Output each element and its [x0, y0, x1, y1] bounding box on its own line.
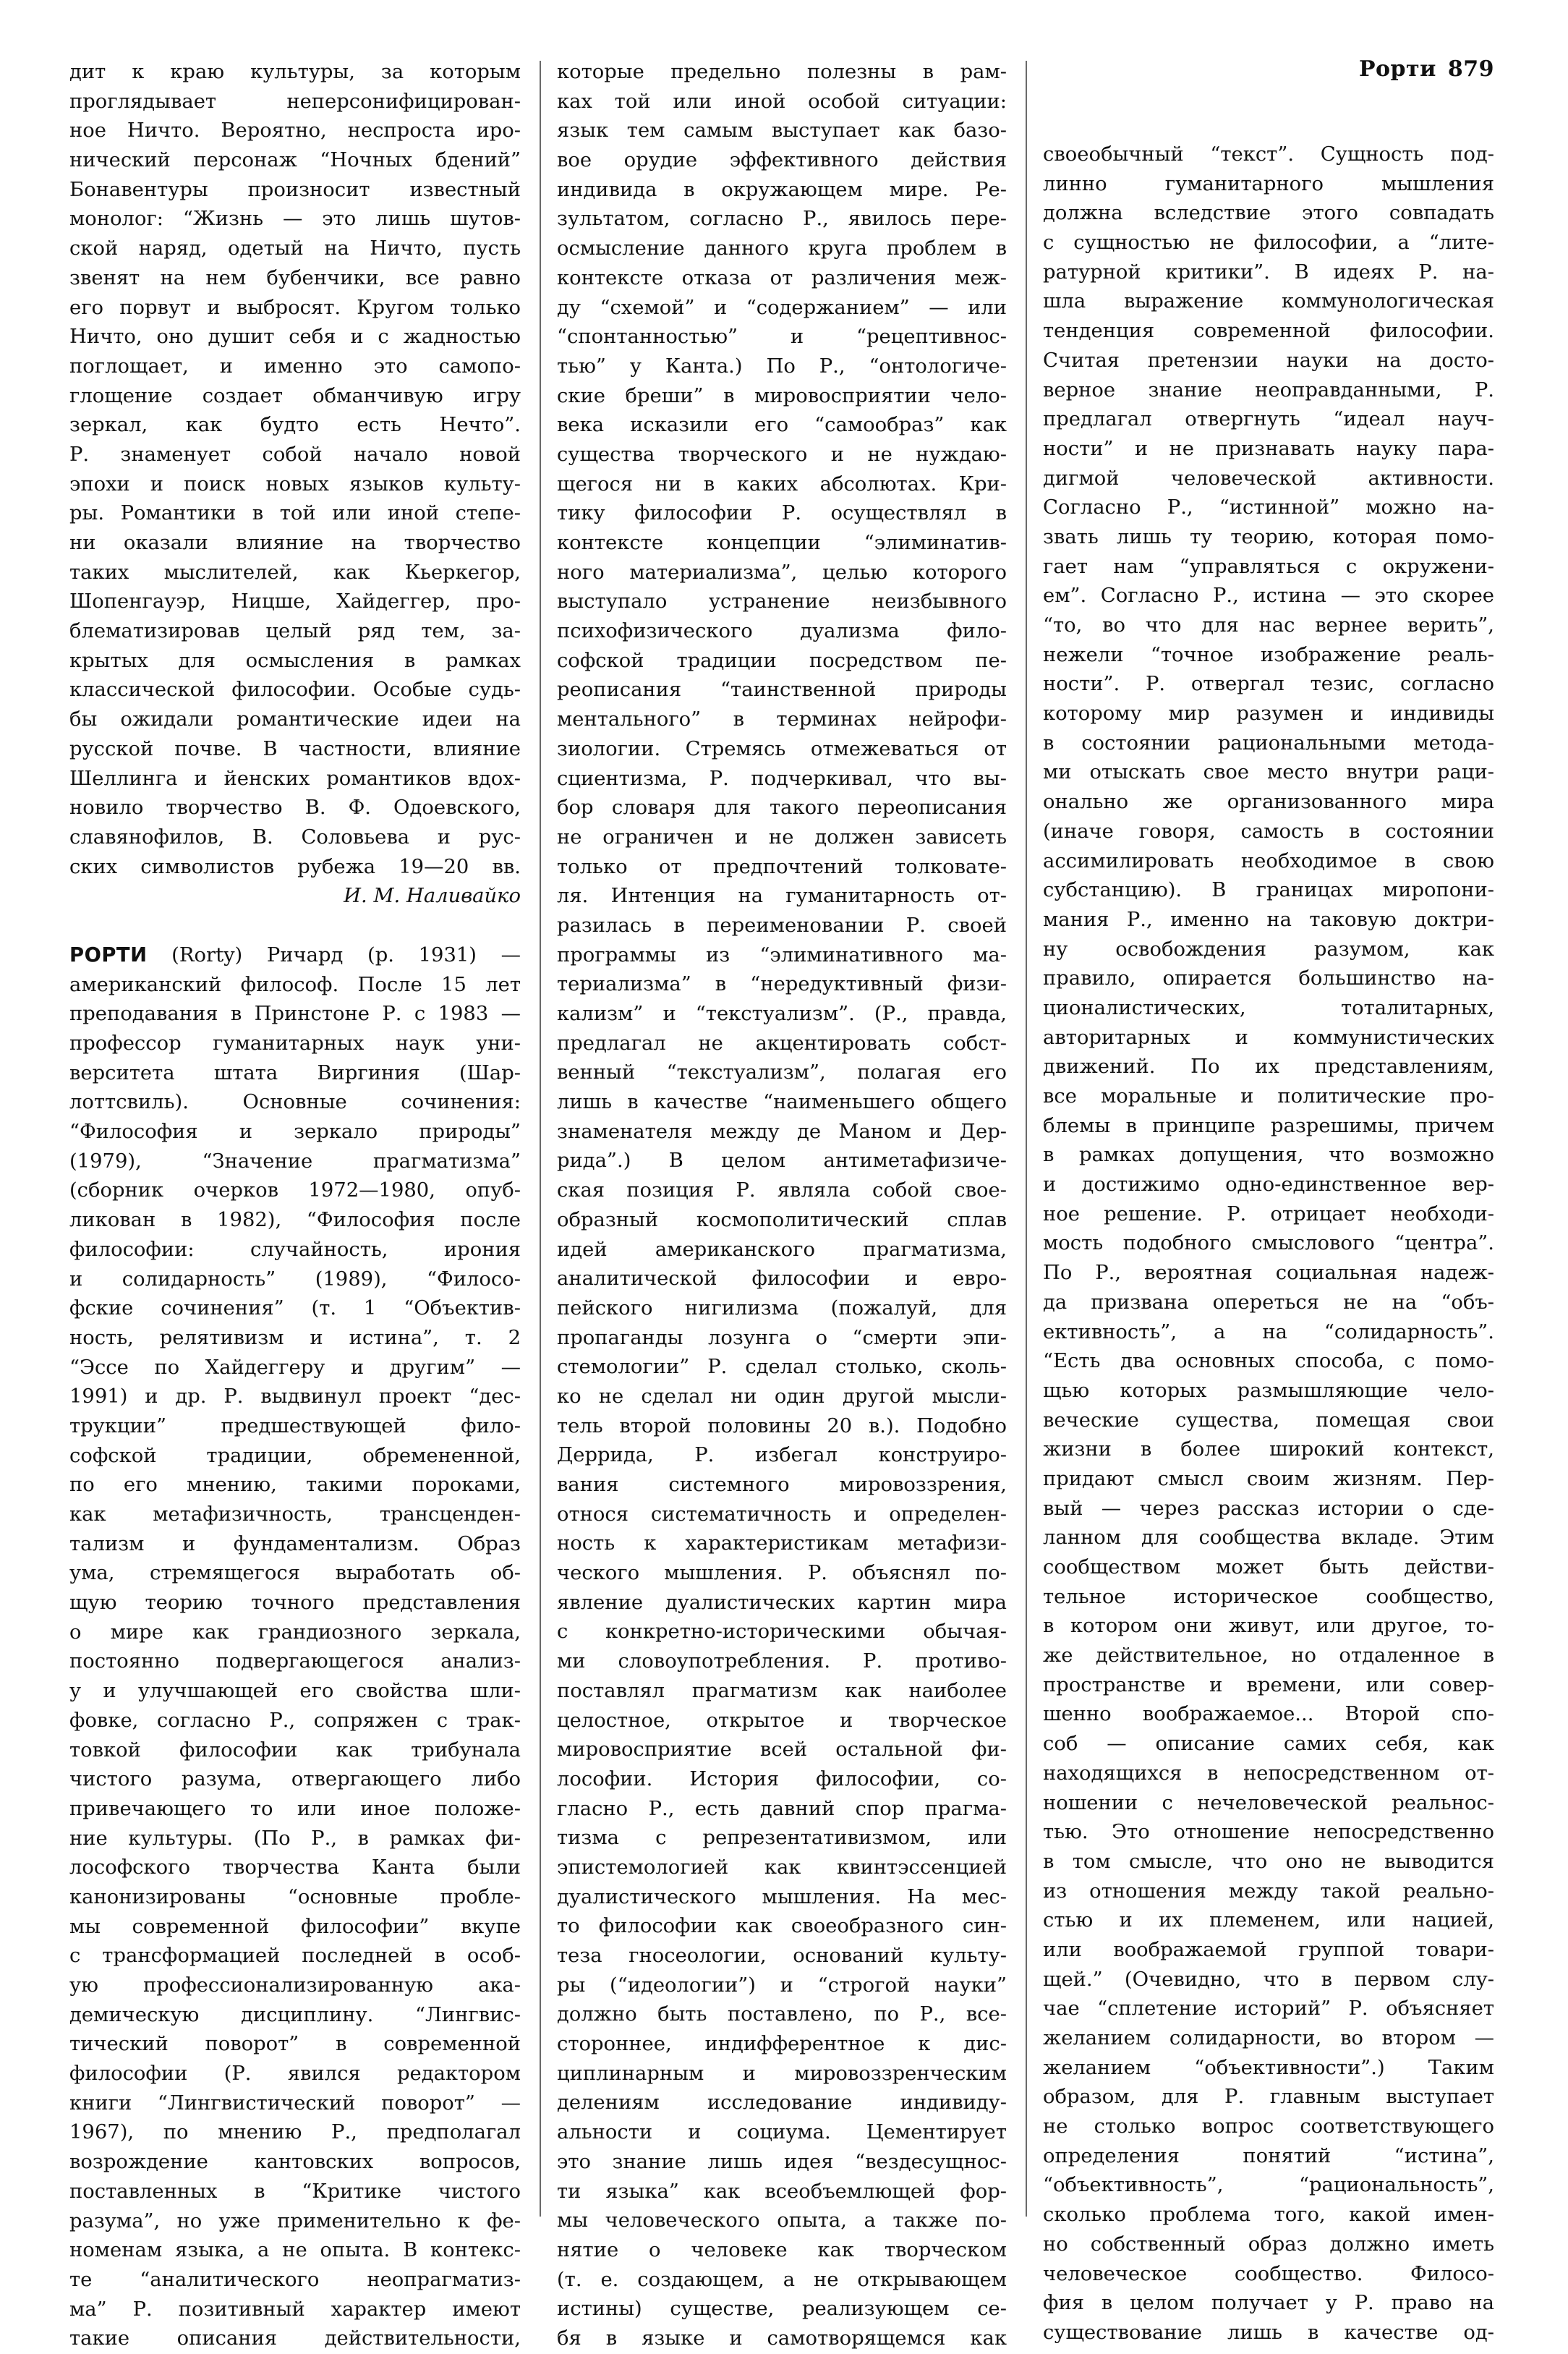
text-line: чистого разума, отвергающего либо — [69, 1768, 521, 1791]
text-line: соб — описание самих себя, как — [1043, 1733, 1494, 1756]
text-line: (сборник очерков 1972—1980, опуб- — [69, 1179, 521, 1202]
text-line: шла выражение коммунологическая — [1043, 290, 1494, 313]
text-line: 1967), по мнению Р., предполагал — [69, 2121, 521, 2144]
text-line: крытых для осмысления в рамках — [69, 649, 521, 672]
text-line: ассимилировать необходимое в свою — [1043, 849, 1494, 872]
text-line: определения понятий “истина”, — [1043, 2144, 1494, 2167]
text-line: онально же организованного мира — [1043, 791, 1494, 814]
text-line: фовке, согласно Р., сопряжен с трак- — [69, 1709, 521, 1732]
text-line: такие описания действительности, — [69, 2327, 521, 2350]
text-line: тель второй половины 20 в.). Подобно — [557, 1414, 1007, 1437]
text-line: ратурной критики”. В идеях Р. на- — [1043, 260, 1494, 284]
text-line: шенно воображаемое... Второй спо- — [1043, 1703, 1494, 1726]
text-line: образный космополитический сплав — [557, 1208, 1007, 1231]
text-line: ективность”, а на “солидарность”. — [1043, 1320, 1494, 1343]
text-line: дуалистического мышления. На мес- — [557, 1885, 1007, 1908]
text-line: ность к характеристикам метафизи- — [557, 1532, 1007, 1555]
text-line: тализм и фундаментализм. Образ — [69, 1532, 521, 1555]
text-line: тью. Это отношение непосредственно — [1043, 1821, 1494, 1844]
text-line: нический персонаж “Ночных бдений” — [69, 149, 521, 172]
text-line: рида”.) В целом антиметафизиче- — [557, 1150, 1007, 1173]
text-line: (т. е. создающем, а не открывающем — [557, 2268, 1007, 2291]
text-line: века исказили его “самообраз” как — [557, 414, 1007, 437]
text-line: то философии как своеобразного син- — [557, 1915, 1007, 1938]
text-line: фия в целом получает у Р. право на — [1043, 2292, 1494, 2315]
column-2 — [557, 58, 1007, 2350]
text-line: венный “текстуализм”, полагая его — [557, 1061, 1007, 1084]
text-line: ность, релятивизм и истина”, т. 2 — [69, 1326, 521, 1349]
article-separator — [69, 912, 521, 941]
running-head — [1359, 56, 1494, 82]
text-line: стью и их племенем, или нацией, — [1043, 1909, 1494, 1932]
article-rorty-start — [69, 971, 521, 2354]
text-line: предлагал не акцентировать собст- — [557, 1032, 1007, 1055]
column-1 — [69, 58, 521, 2350]
text-line: целостное, открытое и творческое — [557, 1709, 1007, 1732]
text-line: которые предельно полезны в рам- — [557, 61, 1007, 83]
text-line: “спонтанностью” и “рецептивнос- — [557, 326, 1007, 349]
text-line: истины) существе, реализующем се- — [557, 2298, 1007, 2321]
text-line: монолог: “Жизнь — это лишь шутов- — [69, 208, 521, 231]
text-line: Считая претензии науки на досто- — [1043, 349, 1494, 372]
text-line: ма” Р. позитивный характер имеют — [69, 2298, 521, 2321]
text-line: его порвут и выбросят. Кругом только — [69, 296, 521, 319]
text-line: зиологии. Стремясь отмежеваться от — [557, 737, 1007, 760]
text-line: желанием “объективности”.) Таким — [1043, 2056, 1494, 2079]
text-line: “Философия и зеркало природы” — [69, 1121, 521, 1144]
text-line: бы ожидали романтические идеи на — [69, 708, 521, 731]
article-romanticism-ending — [69, 58, 521, 882]
text-line: териализма” в “нередуктивный физи- — [557, 973, 1007, 996]
text-line: бор словаря для такого переописания — [557, 796, 1007, 820]
text-line: эпистемологией как квинтэссенцией — [557, 1856, 1007, 1879]
text-line: книги “Лингвистический поворот” — — [69, 2091, 521, 2115]
text-line: глощение создает обманчивую игру — [69, 384, 521, 407]
text-line: психофизического дуализма фило- — [557, 620, 1007, 643]
text-line: Согласно Р., “истинной” можно на- — [1043, 496, 1494, 519]
text-line: ментального” в терминах нейрофи- — [557, 708, 1007, 731]
text-line: ности”. Р. отвергал тезис, согласно — [1043, 673, 1494, 696]
text-line: (1979), “Значение прагматизма” — [69, 1150, 521, 1173]
text-line: это знание лишь идея “вездесущнос- — [557, 2150, 1007, 2173]
text-line: должна вследствие этого совпадать — [1043, 202, 1494, 225]
text-line: программы из “элиминативного ма- — [557, 943, 1007, 966]
text-line: субстанцию). В границах миропони- — [1043, 879, 1494, 902]
text-line: поглощает, и именно это самопо- — [69, 354, 521, 378]
text-line: постоянно подвергающегося анализ- — [69, 1650, 521, 1673]
text-line: американский философ. После 15 лет — [69, 973, 521, 996]
text-line: лишь в качестве “наименьшего общего — [557, 1091, 1007, 1114]
text-line: ное решение. Р. отрицает необходи- — [1043, 1202, 1494, 1225]
text-line: как метафизичность, трансценден- — [69, 1503, 521, 1526]
text-line: разума”, но уже применительно к фе- — [69, 2209, 521, 2232]
text-line: ской наряд, одетый на Ничто, пусть — [69, 237, 521, 260]
text-line: эпохи и поиск новых языков культу- — [69, 472, 521, 496]
text-line: пространстве и времени, или совер- — [1043, 1673, 1494, 1696]
text-line: да призвана опереться не на “объ- — [1043, 1291, 1494, 1314]
text-line: (иначе говоря, самость в состоянии — [1043, 820, 1494, 843]
text-line: стемологии” Р. сделал столько, сколь- — [557, 1356, 1007, 1379]
text-line: ланном для сообщества вкладе. Этим — [1043, 1526, 1494, 1550]
text-line: По Р., вероятная социальная надеж- — [1043, 1262, 1494, 1285]
text-line: все моральные и политические про- — [1043, 1085, 1494, 1108]
running-head-title: Рорти — [1358, 56, 1436, 82]
text-line: Ничто, оно душит себя и с жадностью — [69, 326, 521, 349]
column-divider — [540, 61, 541, 2217]
text-line: которому мир разумен и индивиды — [1043, 702, 1494, 726]
text-line: контексте отказа от различения меж- — [557, 266, 1007, 289]
text-line: те “аналитического неопрагматиз- — [69, 2268, 521, 2291]
text-line: у и улучшающей его свойства шли- — [69, 1680, 521, 1703]
text-line: 1991) и др. Р. выдвинул проект “дес- — [69, 1385, 521, 1408]
text-line: таких мыслителей, как Кьеркегор, — [69, 561, 521, 584]
text-line: в рамках допущения, что возможно — [1043, 1144, 1494, 1167]
text-line: ного материализма”, целью которого — [557, 561, 1007, 584]
text-line: ми словоупотребления. Р. противо- — [557, 1650, 1007, 1673]
text-line: контексте концепции “элиминатив- — [557, 532, 1007, 554]
text-line: пейского нигилизма (пожалуй, для — [557, 1296, 1007, 1320]
text-line: но собственный образ должно иметь — [1043, 2232, 1494, 2256]
text-line: не ограничен и не должен зависеть — [557, 825, 1007, 849]
text-line: ума, стремящегося выработать об- — [69, 1562, 521, 1585]
text-line: тью” у Канта.) По Р., “онтологиче- — [557, 354, 1007, 378]
text-line: только от предпочтений толковате- — [557, 855, 1007, 878]
text-line: пропаганды лозунга о “смерти эпи- — [557, 1326, 1007, 1349]
text-line: лоттсвиль). Основные сочинения: — [69, 1091, 521, 1114]
text-line: с сущностью не философии, а “лите- — [1043, 231, 1494, 255]
text-line: находящихся в непосредственном от- — [1043, 1762, 1494, 1785]
text-line: разилась в переименовании Р. своей — [557, 914, 1007, 937]
text-line: звать лишь ту теорию, которая помо- — [1043, 525, 1494, 548]
text-line: альности и социума. Цементирует — [557, 2121, 1007, 2144]
text-line: щей.” (Очевидно, что в первом слу- — [1043, 1968, 1494, 1991]
article-rorty-continued — [1043, 140, 1494, 2348]
text-line: возрождение кантовских вопросов, — [69, 2151, 521, 2174]
text-line: реописания “таинственной природы — [557, 679, 1007, 702]
text-line: по его мнению, такими пороками, — [69, 1474, 521, 1497]
text-line: сколько проблема того, какой имен- — [1043, 2204, 1494, 2227]
text-line: с конкретно-историческими обычая- — [557, 1620, 1007, 1644]
text-line: ну освобождения разумом, как — [1043, 938, 1494, 961]
text-line: веческие существа, помещая свои — [1043, 1408, 1494, 1432]
text-line: тический поворот” в современной — [69, 2033, 521, 2056]
text-line: циплинарным и мировоззренческим — [557, 2062, 1007, 2085]
text-line: из отношения между такой реально- — [1043, 1879, 1494, 1903]
text-line: мы человеческого опыта, а также по- — [557, 2209, 1007, 2232]
text-line: стороннее, индифферентное к дис- — [557, 2033, 1007, 2056]
text-line: поставлял прагматизм как наиболее — [557, 1679, 1007, 1702]
text-line: знаменателя между де Маном и Дер- — [557, 1120, 1007, 1143]
text-line: мания Р., именно на таковую доктри- — [1043, 908, 1494, 931]
text-line: “Эссе по Хайдеггеру и другим” — — [69, 1356, 521, 1379]
text-line: ду “схемой” и “содержанием” — или — [557, 296, 1007, 319]
text-line: ношении с нечеловеческой реальнос- — [1043, 1791, 1494, 1814]
text-line: ские бреши” в мировосприятии чело- — [557, 384, 1007, 407]
text-line: ках той или иной особой ситуации: — [557, 90, 1007, 113]
text-line: правило, опирается большинство на- — [1043, 967, 1494, 990]
text-line: с трансформацией последней в особ- — [69, 1945, 521, 1968]
text-line: лософии. История философии, со- — [557, 1767, 1007, 1790]
text-line: или воображаемой группой товари- — [1043, 1938, 1494, 1961]
text-line: ры (“идеологии”) и “строгой науки” — [557, 1973, 1007, 1997]
text-line: щегося ни в каких абсолютах. Кри- — [557, 472, 1007, 496]
text-line: ционалистических, тоталитарных, — [1043, 996, 1494, 1019]
text-line: фские сочинения” (т. 1 “Объектив- — [69, 1297, 521, 1320]
text-line: русской почве. В частности, влияние — [69, 737, 521, 760]
text-line: тельное историческое сообщество, — [1043, 1585, 1494, 1608]
text-line: привечающего то или иное положе- — [69, 1797, 521, 1820]
text-line: же действительное, но отдаленное в — [1043, 1644, 1494, 1667]
text-line: должно быть поставлено, по Р., все- — [557, 2003, 1007, 2026]
text-line: Деррида, Р. избегал конструиро- — [557, 1444, 1007, 1467]
text-line: сообществом может быть действи- — [1043, 1556, 1494, 1578]
text-line: преподавания в Принстоне Р. с 1983 — — [69, 1003, 521, 1026]
text-line: верситета штата Виргиния (Шар- — [69, 1061, 521, 1084]
text-line: нежели “точное изображение реаль- — [1043, 643, 1494, 666]
text-line: ти языка” как всеобъемлющей фор- — [557, 2180, 1007, 2203]
text-line: теза гносеологии, оснований культу- — [557, 1945, 1007, 1967]
text-line: тенденция современной философии. — [1043, 320, 1494, 343]
text-line: Р. знаменует собой начало новой — [69, 443, 521, 466]
rorty-entry-heading-line — [69, 941, 521, 971]
text-line: ем”. Согласно Р., истина — это скорее — [1043, 585, 1494, 608]
text-line: блематизировав целый ряд тем, за- — [69, 620, 521, 643]
text-line: классической философии. Особые судь- — [69, 679, 521, 702]
text-line: поставленных в “Критике чистого — [69, 2180, 521, 2203]
text-line: ческого мышления. Р. объяснял по- — [557, 1562, 1007, 1585]
text-line: ских символистов рубежа 19—20 вв. — [69, 855, 521, 878]
text-line: явление дуалистических картин мира — [557, 1591, 1007, 1614]
text-line: демическую дисциплину. “Лингвис- — [69, 2003, 521, 2026]
text-line: дигмой человеческой активности. — [1043, 467, 1494, 490]
text-line: дит к краю культуры, за которым — [69, 61, 521, 83]
text-line: гает нам “управляться с окружени- — [1043, 555, 1494, 578]
text-line: относя систематичность и определен- — [557, 1503, 1007, 1526]
article-author: И. М. Наливайко — [344, 885, 521, 908]
text-line: выступало устранение неизбывного — [557, 590, 1007, 613]
text-line: ля. Интенция на гуманитарность от- — [557, 885, 1007, 908]
text-line: софской традиции посредством пе- — [557, 649, 1007, 672]
text-line: ности” и не признавать науку пара- — [1043, 437, 1494, 460]
text-line: в котором они живут, или другое, то- — [1043, 1615, 1494, 1638]
text-line: в состоянии рациональными метода- — [1043, 731, 1494, 755]
text-line: существа творческого и не нуждаю- — [557, 443, 1007, 466]
text-line: мы современной философии” вкупе — [69, 1915, 521, 1938]
article-rorty-middle — [557, 58, 1007, 2354]
text-line: человеческое сообщество. Филосо- — [1043, 2262, 1494, 2285]
text-line: профессор гуманитарных наук уни- — [69, 1032, 521, 1055]
rorty-headword-rest: (Rorty) Ричард (р. 1931) — — [147, 943, 521, 966]
text-line: ни оказали влияние на творчество — [69, 532, 521, 554]
text-line: трукции” предшествующей фило- — [69, 1414, 521, 1437]
text-line: Шеллинга и йенских романтиков вдох- — [69, 767, 521, 790]
text-line: философии: случайность, ирония — [69, 1238, 521, 1261]
text-line: и достижимо одно-единственное вер- — [1043, 1173, 1494, 1197]
text-line: Бонавентуры произносит известный — [69, 178, 521, 201]
text-line: софской традиции, обремененной, — [69, 1444, 521, 1467]
text-line: нятие о человеке как творческом — [557, 2238, 1007, 2261]
text-line: бя в языке и самотворящемся как — [557, 2327, 1007, 2350]
text-line: ры. Романтики в той или иной степе- — [69, 502, 521, 525]
text-line: щью которых размышляющие чело- — [1043, 1379, 1494, 1402]
text-line: проглядывает неперсонифицирован- — [69, 90, 521, 113]
text-line: ская позиция Р. являла собой свое- — [557, 1179, 1007, 1202]
text-line: зультатом, согласно Р., явилось пере- — [557, 208, 1007, 231]
text-line: ное Ничто. Вероятно, неспроста иро- — [69, 119, 521, 143]
text-line: ние культуры. (По Р., в рамках фи- — [69, 1827, 521, 1850]
text-line: своеобычный “текст”. Сущность под- — [1043, 143, 1494, 166]
text-line: канонизированы “основные пробле- — [69, 1885, 521, 1908]
text-line: идей американского прагматизма, — [557, 1238, 1007, 1261]
column-3 — [1043, 140, 1494, 2344]
text-line: не столько вопрос соответствующего — [1043, 2115, 1494, 2138]
text-line: номенам языка, а не опыта. В контекс- — [69, 2239, 521, 2262]
text-line: гласно Р., есть давний спор прагма- — [557, 1797, 1007, 1820]
text-line: лософского творчества Канта были — [69, 1856, 521, 1879]
text-line: славянофилов, В. Соловьева и рус- — [69, 825, 521, 849]
text-line: желанием солидарности, во втором — — [1043, 2027, 1494, 2049]
text-line: осмысление данного круга проблем в — [557, 237, 1007, 260]
text-line: предлагал отвергнуть “идеал науч- — [1043, 408, 1494, 431]
text-line: чае “сплетение историй” Р. объясняет — [1043, 1997, 1494, 2021]
text-line: ликован в 1982), “Философия после — [69, 1209, 521, 1232]
text-line: вый — через рассказ истории о сде- — [1043, 1497, 1494, 1520]
text-line: о мире как грандиозного зеркала, — [69, 1620, 521, 1644]
text-line: блемы в принципе разрешимы, причем — [1043, 1114, 1494, 1137]
text-line: образом, для Р. главным выступает — [1043, 2086, 1494, 2109]
text-line: авторитарных и коммунистических — [1043, 1026, 1494, 1049]
text-line: звенят на нем бубенчики, все равно — [69, 266, 521, 289]
text-line: верное знание неоправданными, Р. — [1043, 378, 1494, 401]
text-line: мость подобного смыслового “центра”. — [1043, 1232, 1494, 1255]
rorty-headword: РОРТИ — [69, 943, 148, 966]
text-line: и солидарность” (1989), “Филосо- — [69, 1267, 521, 1291]
text-line: индивида в окружающем мире. Ре- — [557, 178, 1007, 201]
text-line: ую профессионализированную ака- — [69, 1974, 521, 1997]
text-line: в том смысле, что оно не выводится — [1043, 1850, 1494, 1873]
text-line: вое орудие эффективного действия — [557, 149, 1007, 172]
text-line: ми отыскать свое место внутри раци- — [1043, 761, 1494, 784]
text-line: язык тем самым выступает как базо- — [557, 119, 1007, 143]
text-line: ко не сделал ни один другой мысли- — [557, 1385, 1007, 1408]
text-line: придают смысл своим жизням. Пер- — [1043, 1467, 1494, 1490]
text-line: мировосприятие всей остальной фи- — [557, 1738, 1007, 1762]
text-line: товкой философии как трибунала — [69, 1738, 521, 1762]
text-line: кализм” и “текстуализм”. (Р., правда, — [557, 1003, 1007, 1025]
text-line: движений. По их представлениям, — [1043, 1055, 1494, 1079]
text-line: тизма с репрезентативизмом, или — [557, 1827, 1007, 1850]
page-number: 879 — [1447, 56, 1494, 82]
text-line: новило творчество В. Ф. Одоевского, — [69, 796, 521, 820]
text-line: жизни в более широкий контекст, — [1043, 1438, 1494, 1461]
column-divider — [1026, 61, 1027, 2217]
text-line: делениям исследование индивиду- — [557, 2091, 1007, 2115]
text-line: “объективность”, “рациональность”, — [1043, 2174, 1494, 2197]
text-line: зеркал, как будто есть Нечто”. — [69, 414, 521, 437]
text-line: “Есть два основных способа, с помо- — [1043, 1350, 1494, 1373]
text-line: философии (Р. явился редактором — [69, 2062, 521, 2086]
text-line: щую теорию точного представления — [69, 1592, 521, 1615]
text-line: Шопенгауэр, Ницше, Хайдеггер, про- — [69, 590, 521, 613]
text-line: тику философии Р. осуществлял в — [557, 502, 1007, 525]
text-line: линно гуманитарного мышления — [1043, 172, 1494, 195]
text-line: существование лишь в качестве од- — [1043, 2321, 1494, 2344]
text-line: “то, во что для нас вернее верить”, — [1043, 614, 1494, 637]
text-line: сциентизма, Р. подчеркивал, что вы- — [557, 767, 1007, 790]
text-line: аналитической философии и евро- — [557, 1267, 1007, 1291]
text-line: вания системного мировоззрения, — [557, 1474, 1007, 1496]
